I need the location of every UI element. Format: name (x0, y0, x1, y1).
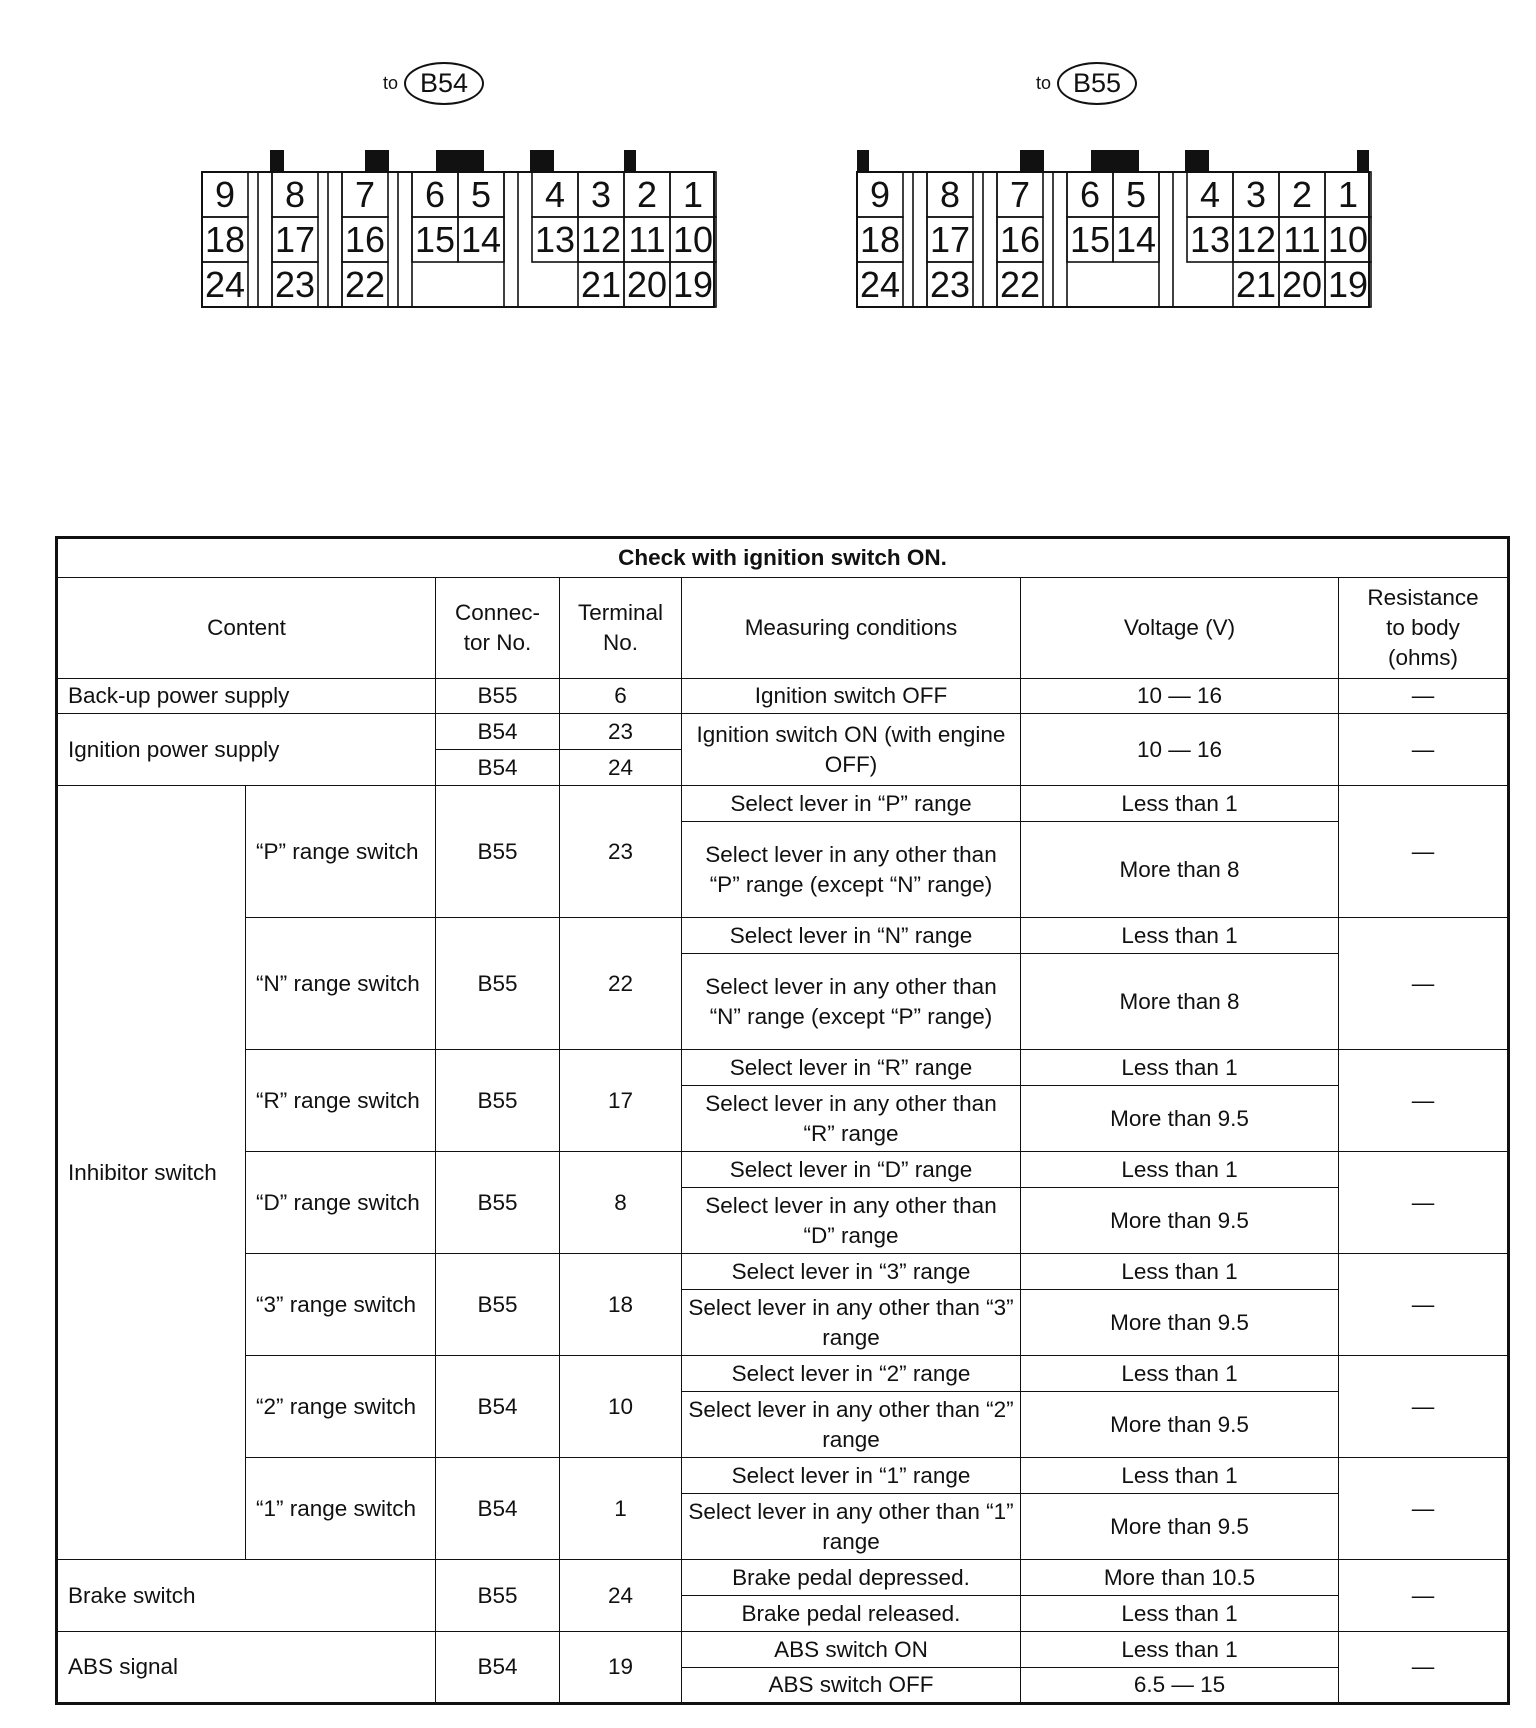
row-content: Ignition power supply (57, 714, 436, 786)
row-resistance: — (1339, 1152, 1509, 1254)
row-voltage: More than 9.5 (1021, 1188, 1339, 1254)
row-voltage: More than 8 (1021, 822, 1339, 918)
connector-pin-number: 4 (544, 174, 566, 215)
row-condition: ABS switch OFF (682, 1668, 1021, 1704)
table-row (57, 1458, 1509, 1494)
row-voltage: More than 10.5 (1021, 1560, 1339, 1596)
row-connector: B54 (436, 750, 560, 786)
row-voltage: Less than 1 (1021, 1458, 1339, 1494)
row-voltage: Less than 1 (1021, 1632, 1339, 1668)
connector-pin-number: 22 (999, 264, 1041, 305)
connector-lock-tab (1091, 150, 1139, 172)
row-terminal: 1 (560, 1458, 682, 1560)
connector-pin-number: 6 (1079, 174, 1101, 215)
connector-pin-number: 3 (590, 174, 612, 215)
connector-pin-number: 2 (1291, 174, 1313, 215)
row-resistance: — (1339, 918, 1509, 1050)
row-condition: Select lever in any other than “P” range (except “N” range) (682, 822, 1021, 918)
connector-prefix: to (383, 73, 399, 93)
connector-pin-number: 10 (672, 219, 714, 260)
row-connector: B54 (436, 1458, 560, 1560)
connector-pin-number: 11 (1283, 219, 1321, 260)
connector-pin-number: 21 (1235, 264, 1277, 305)
connector-pin-number: 17 (929, 219, 971, 260)
connector-pin-number: 16 (999, 219, 1041, 260)
row-connector: B55 (436, 786, 560, 918)
connector-pin-number: 4 (1199, 174, 1221, 215)
table-row (57, 1632, 1509, 1668)
connector-pin-number: 15 (1069, 219, 1111, 260)
connector-label-b55 (1036, 62, 1137, 105)
row-condition: Select lever in any other than “3” range (682, 1290, 1021, 1356)
terminal-check-table (55, 536, 1510, 1705)
row-condition: Brake pedal released. (682, 1596, 1021, 1632)
connector-lock-tab (1185, 150, 1209, 172)
connector-b55-svg (855, 144, 1375, 314)
range-switch-name: “2” range switch (246, 1356, 436, 1458)
connector-pin-number: 1 (1337, 174, 1359, 215)
connector-pin-number: 7 (1009, 174, 1031, 215)
row-resistance: — (1339, 786, 1509, 918)
connector-pin-number: 15 (414, 219, 456, 260)
table-row (57, 786, 1509, 822)
connector-pin-number: 8 (939, 174, 961, 215)
connector-pin-number: 12 (1235, 219, 1277, 260)
header-voltage: Voltage (V) (1021, 578, 1339, 679)
row-condition: Ignition switch OFF (682, 679, 1021, 714)
connector-pin-number: 18 (204, 219, 246, 260)
row-resistance: — (1339, 1254, 1509, 1356)
connector-id-badge: B54 (404, 62, 484, 105)
row-terminal: 19 (560, 1632, 682, 1704)
row-connector: B55 (436, 1050, 560, 1152)
header-conditions: Measuring conditions (682, 578, 1021, 679)
row-voltage: More than 8 (1021, 954, 1339, 1050)
connector-pin-number: 13 (1189, 219, 1231, 260)
row-resistance: — (1339, 1356, 1509, 1458)
range-switch-name: “R” range switch (246, 1050, 436, 1152)
row-resistance: — (1339, 714, 1509, 786)
connector-pin-number: 9 (214, 174, 236, 215)
table-row (57, 1050, 1509, 1086)
connector-pin-number: 16 (344, 219, 386, 260)
table-row (57, 679, 1509, 714)
connector-pin-number: 11 (628, 219, 666, 260)
row-voltage: Less than 1 (1021, 786, 1339, 822)
range-switch-name: “D” range switch (246, 1152, 436, 1254)
connector-pin-number: 23 (929, 264, 971, 305)
row-content: Back-up power supply (57, 679, 436, 714)
row-resistance: — (1339, 1050, 1509, 1152)
row-voltage: More than 9.5 (1021, 1086, 1339, 1152)
connector-pin-number: 5 (1125, 174, 1147, 215)
row-condition: Select lever in “1” range (682, 1458, 1021, 1494)
row-voltage: Less than 1 (1021, 1050, 1339, 1086)
range-switch-name: “3” range switch (246, 1254, 436, 1356)
connector-pin-number: 23 (274, 264, 316, 305)
connector-lock-tab (530, 150, 554, 172)
connector-lock-tab (1020, 150, 1044, 172)
row-condition: Select lever in any other than “R” range (682, 1086, 1021, 1152)
row-condition: Select lever in “N” range (682, 918, 1021, 954)
row-connector: B55 (436, 679, 560, 714)
connector-diagram-b55 (855, 144, 1375, 319)
connector-pin-number: 21 (580, 264, 622, 305)
row-condition: Select lever in “R” range (682, 1050, 1021, 1086)
row-voltage: Less than 1 (1021, 1254, 1339, 1290)
row-terminal: 18 (560, 1254, 682, 1356)
connector-lock-tab (436, 150, 484, 172)
range-switch-name: “P” range switch (246, 786, 436, 918)
connector-pin-number: 2 (636, 174, 658, 215)
row-condition: Ignition switch ON (with engine OFF) (682, 714, 1021, 786)
table-row (57, 1356, 1509, 1392)
table-row (57, 714, 1509, 750)
row-condition: Select lever in any other than “D” range (682, 1188, 1021, 1254)
connector-pin-number: 1 (682, 174, 704, 215)
row-terminal: 8 (560, 1152, 682, 1254)
row-terminal: 22 (560, 918, 682, 1050)
range-switch-name: “N” range switch (246, 918, 436, 1050)
table-row (57, 918, 1509, 954)
row-condition: Select lever in any other than “N” range (except “P” range) (682, 954, 1021, 1050)
row-condition: Select lever in “D” range (682, 1152, 1021, 1188)
connector-lock-tab (365, 150, 389, 172)
header-content: Content (57, 578, 436, 679)
connector-label-b54 (383, 62, 484, 105)
connector-pin-number: 24 (204, 264, 246, 305)
row-condition: Select lever in any other than “2” range (682, 1392, 1021, 1458)
row-terminal: 6 (560, 679, 682, 714)
row-resistance: — (1339, 1458, 1509, 1560)
row-terminal: 23 (560, 714, 682, 750)
connector-pin-number: 9 (869, 174, 891, 215)
connector-pin-number: 20 (1281, 264, 1323, 305)
row-condition: Brake pedal depressed. (682, 1560, 1021, 1596)
connector-pin-number: 14 (460, 219, 502, 260)
row-condition: ABS switch ON (682, 1632, 1021, 1668)
row-connector: B55 (436, 1560, 560, 1632)
row-voltage: 10 — 16 (1021, 679, 1339, 714)
row-resistance: — (1339, 1560, 1509, 1632)
connector-pin-number: 14 (1115, 219, 1157, 260)
connector-lock-tab (270, 150, 284, 172)
row-resistance: — (1339, 1632, 1509, 1704)
row-content: Brake switch (57, 1560, 436, 1632)
connector-pin-number: 19 (672, 264, 714, 305)
row-connector: B54 (436, 1356, 560, 1458)
row-connector: B55 (436, 918, 560, 1050)
connector-prefix: to (1036, 73, 1052, 93)
connector-lock-tab (1357, 150, 1369, 172)
row-voltage: 10 — 16 (1021, 714, 1339, 786)
row-terminal: 23 (560, 786, 682, 918)
table-row (57, 1254, 1509, 1290)
inhibitor-section (57, 786, 1509, 1560)
connector-pin-number: 6 (424, 174, 446, 215)
connector-lock-tab (857, 150, 869, 172)
inhibitor-switch-label: Inhibitor switch (57, 786, 246, 1560)
row-voltage: More than 9.5 (1021, 1392, 1339, 1458)
row-condition: Select lever in “P” range (682, 786, 1021, 822)
connector-pin-number: 13 (534, 219, 576, 260)
row-terminal: 24 (560, 750, 682, 786)
row-condition: Select lever in any other than “1” range (682, 1494, 1021, 1560)
connector-pin-number: 5 (470, 174, 492, 215)
connector-pin-number: 10 (1327, 219, 1369, 260)
connector-b54-svg (200, 144, 720, 314)
connector-pin-number: 18 (859, 219, 901, 260)
row-terminal: 24 (560, 1560, 682, 1632)
row-voltage: Less than 1 (1021, 1152, 1339, 1188)
row-condition: Select lever in “3” range (682, 1254, 1021, 1290)
row-connector: B54 (436, 1632, 560, 1704)
connector-pin-number: 7 (354, 174, 376, 215)
connector-pin-number: 8 (284, 174, 306, 215)
header-terminal: Terminal No. (560, 578, 682, 679)
table-row (57, 1560, 1509, 1596)
connector-pin-number: 12 (580, 219, 622, 260)
connector-id-badge: B55 (1057, 62, 1137, 105)
connector-pin-number: 3 (1245, 174, 1267, 215)
row-terminal: 17 (560, 1050, 682, 1152)
row-connector: B54 (436, 714, 560, 750)
table-title: Check with ignition switch ON. (57, 538, 1509, 578)
connector-pin-number: 20 (626, 264, 668, 305)
row-connector: B55 (436, 1254, 560, 1356)
range-switch-name: “1” range switch (246, 1458, 436, 1560)
row-terminal: 10 (560, 1356, 682, 1458)
row-voltage: More than 9.5 (1021, 1494, 1339, 1560)
row-resistance: — (1339, 679, 1509, 714)
connector-pin-number: 17 (274, 219, 316, 260)
row-voltage: Less than 1 (1021, 1356, 1339, 1392)
row-condition: Select lever in “2” range (682, 1356, 1021, 1392)
connector-pin-number: 24 (859, 264, 901, 305)
row-voltage: More than 9.5 (1021, 1290, 1339, 1356)
connector-lock-tab (624, 150, 636, 172)
table-row (57, 1152, 1509, 1188)
row-content: ABS signal (57, 1632, 436, 1704)
header-resistance: Resistance to body (ohms) (1339, 578, 1509, 679)
row-voltage: 6.5 — 15 (1021, 1668, 1339, 1704)
row-voltage: Less than 1 (1021, 918, 1339, 954)
header-connector: Connec- tor No. (436, 578, 560, 679)
connector-pin-number: 19 (1327, 264, 1369, 305)
row-connector: B55 (436, 1152, 560, 1254)
connector-diagram-b54 (200, 144, 720, 319)
connector-pin-number: 22 (344, 264, 386, 305)
row-voltage: Less than 1 (1021, 1596, 1339, 1632)
